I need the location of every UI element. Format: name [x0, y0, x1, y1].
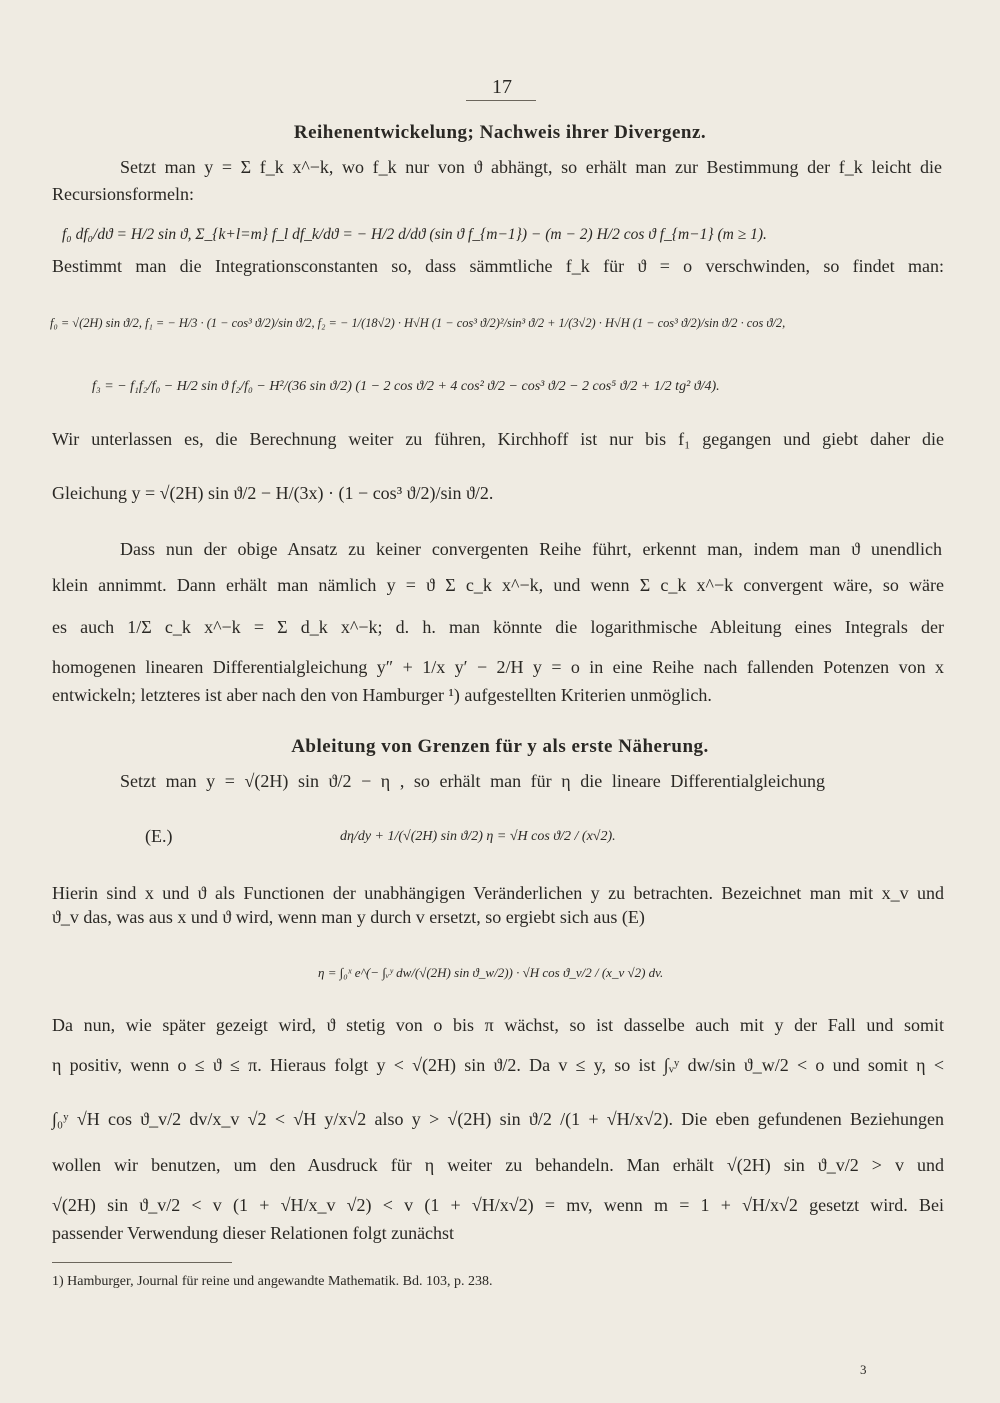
section-heading-bounds: Ableitung von Grenzen für y als erste Näherung. [291, 736, 709, 757]
paragraph-line: ∫₀ʸ √H cos ϑ_v/2 dv/x_v √2 < √H y/x√2 also y > √(2H) sin ϑ/2 /(1 + √H/x√2). Die eben gefundenen Beziehungen [52, 1109, 944, 1129]
sheet-signature-mark: 3 [860, 1362, 867, 1377]
paragraph-line: Bestimmt man die Integrationsconstanten so, dass sämmtliche f_k für ϑ = o verschwinden, so findet man: [52, 256, 944, 276]
footnote: 1) Hamburger, Journal für reine und angewandte Mathematik. Bd. 103, p. 238. [52, 1274, 493, 1289]
footnote-rule [52, 1262, 232, 1263]
paragraph-line: Wir unterlassen es, die Berechnung weiter zu führen, Kirchhoff ist nur bis f₁ gegangen und giebt daher die [52, 429, 944, 449]
equation-recursion: f₀ df₀/dϑ = H/2 sin ϑ, Σ_{k+l=m} f_l df_k/dϑ = − H/2 d/dϑ (sin ϑ f_{m−1}) − (m − 2) H/2 cos ϑ f_{m−1} (m ≥ 1). [62, 226, 767, 243]
equation-f0-f1-f2: f₀ = √(2H) sin ϑ/2, f₁ = − H/3 · (1 − cos³ ϑ/2)/sin ϑ/2, f₂ = − 1/(18√2) · H√H (1 − cos³ ϑ/2)²/sin³ ϑ/2 + 1/(3√2) · H√H (1 − cos³ ϑ/2)/sin ϑ/2 · cos ϑ/2, [50, 316, 786, 330]
equation-f3: f₃ = − f₁f₂/f₀ − H/2 sin ϑ f₂/f₀ − H²/(36 sin ϑ/2) (1 − 2 cos ϑ/2 + 4 cos² ϑ/2 − cos³ ϑ/2 − 2 cos⁵ ϑ/2 + 1/2 tg² ϑ/4). [92, 379, 720, 394]
equation-eta: η = ∫₀ˣ e^(− ∫ᵥʸ dw/(√(2H) sin ϑ_w/2)) · √H cos ϑ_v/2 / (x_v √2) dv. [318, 965, 664, 980]
equation-label: (E.) [145, 826, 173, 846]
paragraph-line: Gleichung y = √(2H) sin ϑ/2 − H/(3x) · (1 − cos³ ϑ/2)/sin ϑ/2. [52, 483, 494, 503]
paragraph-line: Recursionsformeln: [52, 184, 194, 204]
paragraph-line: Hierin sind x und ϑ als Functionen der unabhängigen Veränderlichen y zu betrachten. Bezeichnet man mit x_v und [52, 883, 944, 903]
paragraph-line: Setzt man y = Σ f_k x^−k, wo f_k nur von ϑ abhängt, so erhält man zur Bestimmung der f_k leicht die [120, 157, 942, 177]
paragraph-line: Setzt man y = √(2H) sin ϑ/2 − η , so erhält man für η die lineare Differentialgleichung [120, 771, 825, 791]
paragraph-line: es auch 1/Σ c_k x^−k = Σ d_k x^−k; d. h. man könnte die logarithmische Ableitung eines Integrals der [52, 617, 944, 637]
paragraph-line: √(2H) sin ϑ_v/2 < v (1 + √H/x_v √2) < v (1 + √H/x√2) = mv, wenn m = 1 + √H/x√2 gesetzt wird. Bei [52, 1195, 944, 1215]
page-number: 17 [492, 76, 512, 98]
paragraph-line: passender Verwendung dieser Relationen folgt zunächst [52, 1223, 455, 1243]
paragraph-line: klein annimmt. Dann erhält man nämlich y = ϑ Σ c_k x^−k, und wenn Σ c_k x^−k convergent wäre, so wäre [52, 575, 944, 595]
paragraph-line: entwickeln; letzteres ist aber nach den von Hamburger ¹) aufgestellten Kriterien unmöglich. [52, 685, 712, 705]
paragraph-line: homogenen linearen Differentialgleichung y″ + 1/x y′ − 2/H y = o in eine Reihe nach fallenden Potenzen von x [52, 657, 944, 677]
paragraph-line: ϑ_v das, was aus x und ϑ wird, wenn man y durch v ersetzt, so ergiebt sich aus (E) [52, 907, 645, 927]
section-heading-series: Reihenentwickelung; Nachweis ihrer Divergenz. [293, 122, 707, 143]
page-number-rule [466, 100, 536, 101]
paragraph-line: Dass nun der obige Ansatz zu keiner convergenten Reihe führt, erkennt man, indem man ϑ unendlich [120, 539, 942, 559]
equation-E: dη/dy + 1/(√(2H) sin ϑ/2) η = √H cos ϑ/2 / (x√2). [340, 829, 616, 844]
paragraph-line: Da nun, wie später gezeigt wird, ϑ stetig von o bis π wächst, so ist dasselbe auch mit y der Fall und somit [52, 1015, 944, 1035]
paragraph-line: wollen wir benutzen, um den Ausdruck für η weiter zu behandeln. Man erhält √(2H) sin ϑ_v/2 > v und [52, 1155, 944, 1175]
paragraph-line: η positiv, wenn o ≤ ϑ ≤ π. Hieraus folgt y < √(2H) sin ϑ/2. Da v ≤ y, so ist ∫ᵥʸ dw/sin ϑ_w/2 < o und somit η < [52, 1055, 944, 1075]
